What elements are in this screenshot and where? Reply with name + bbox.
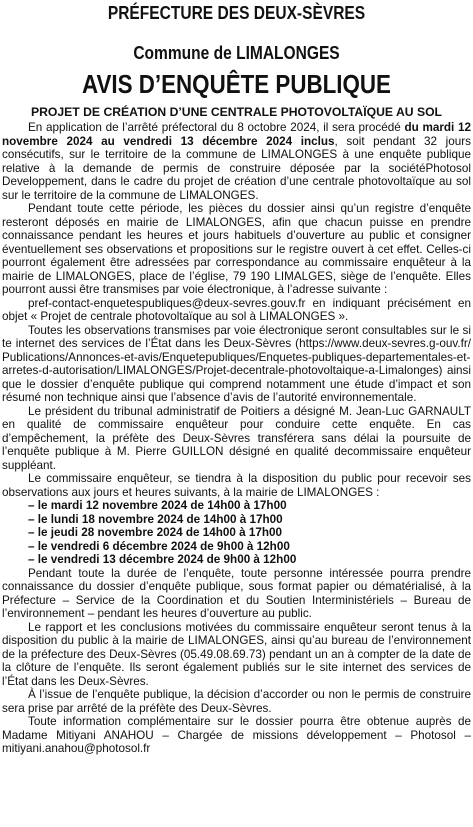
paragraph-inquiry-dates: [2, 121, 471, 202]
list-item: – le lundi 18 novembre 2024 de 14h00 à 17h00: [28, 512, 283, 526]
permanence-list: [2, 499, 471, 567]
list-item: – le jeudi 28 novembre 2024 de 14h00 à 17h00: [28, 526, 283, 539]
paragraph-text: ainsi que le dossier d’enquête publique qui comprend notamment une étude d’impact et son résumé non technique ainsi que l’absence d’avis de l’autorité environnementale.: [2, 364, 471, 404]
paragraph-email-address: pref-contact-enquetespubliques@deux-sevres.gouv.fr en indiquant précisément en objet « Projet de centrale photovoltaïque au sol à LIMALONGES ».: [2, 296, 471, 323]
notice-title: AVIS D’ENQUÊTE PUBLIQUE: [82, 69, 391, 99]
notice-body: [2, 121, 471, 756]
project-title: PROJET DE CRÉATION D’UNE CENTRALE PHOTOVOLTAÏQUE AU SOL: [30, 105, 442, 119]
paragraph-online-observations: [2, 324, 471, 405]
list-item: – le vendredi 6 décembre 2024 de 9h00 à 12h00: [28, 539, 290, 553]
paragraph-text: , soit pendant 32 jours consécutifs, sur le territoire de la commune de LIMALONGES à une enquête publique relative à la demande de permis de construire déposée par la sociétéPhotosol Developpement, dans le cadre du projet de création d’une centrale photovoltaïque au sol sur le territoire de la commune de LIMALONGES.: [2, 134, 471, 202]
paragraph-contact: Toute information complémentaire sur le dossier pourra être obtenue auprès de Madame Mitiyani ANAHOU – Chargée de missions développement – Photosol – mitiyani.anahou@photosol.fr: [2, 715, 471, 755]
inquiry-period: du mardi 12 novembre 2024 au vendredi 13 décembre 2024 inclus: [2, 121, 471, 148]
paragraph-office-hours-intro: Le commissaire enquêteur, se tiendra à la disposition du public pour recevoir ses observations aux jours et heures suivants, à la mairie de LIMALONGES :: [2, 472, 471, 499]
state-services-url: Toutes les observations transmises par voie électronique seront consultables sur le site internet des services de l’État dans les Deux-Sèvres (https://www.deux-sevres.g-ouv.fr/Publications/Annonces-et-avis/Enquetepubliques/Enquetes-publiques-departementales-et-arretes-d-autorisation/LIMALONGES/Projet-decentrale-photovoltaique-a-Limalonges): [2, 323, 471, 377]
prefecture-heading: PRÉFECTURE DES DEUX-SÈVRES: [107, 2, 366, 23]
commune-heading: Commune de LIMALONGES: [133, 42, 340, 63]
paragraph-decision: À l’issue de l’enquête publique, la décision d’accorder ou non le permis de construire sera prise par arrêté de la préfète des Deux-Sèvres.: [2, 688, 471, 715]
list-item: – le mardi 12 novembre 2024 de 14h00 à 17h00: [28, 499, 287, 512]
paragraph-report: Le rapport et les conclusions motivées du commissaire enquêteur seront tenus à la disposition du public à la mairie de LIMALONGES, ainsi qu’au bureau de l’environnement de la préfecture des Deux-Sèvres (05.49.08.69.73) pendant un an à compter de la date de la clôture de l’enquête. Ils seront également publiés sur le site internet des services de l’État dans les Deux-Sèvres.: [2, 620, 471, 688]
paragraph-dossier-access: Pendant toute la durée de l’enquête, toute personne intéressée pourra prendre connaissance du dossier d’enquête publique, sous format papier ou dématérialisé, à la Préfecture – Service de la Coordination et du Soutien Interministériels – Bureau de l’environnement – pendant les heures d’ouverture au public.: [2, 566, 471, 620]
paragraph-consultation: Pendant toute cette période, les pièces du dossier ainsi qu’un registre d’enquête resteront déposés en mairie de LIMALONGES, afin que chacun puisse en prendre connaissance pendant les heures et jours habituels d’ouverture au public et consigner éventuellement ses observations et propositions sur le registre ouvert à cet effet. Celles-ci pourront également être adressées par correspondance au commissaire enquêteur à la mairie de LIMALONGES, place de l’église, 79 190 LIMALGES, siège de l’enquête. Elles pourront aussi être transmises par voie électronique, à l’adresse suivante :: [2, 202, 471, 296]
paragraph-text: En application de l’arrêté préfectoral du 8 octobre 2024, il sera procédé: [28, 121, 405, 134]
list-item: – le vendredi 13 décembre 2024 de 9h00 à 12h00: [28, 553, 297, 566]
paragraph-commissioner: Le président du tribunal administratif de Poitiers a désigné M. Jean-Luc GARNAULT en qualité de commissaire enquêteur pour conduire cette enquête. En cas d’empêchement, la préfète des Deux-Sèvres transférera sans délai la poursuite de l’enquête publique à M. Pierre GUILLON désigné en qualité decommissaire enquêteur suppléant.: [2, 404, 471, 472]
